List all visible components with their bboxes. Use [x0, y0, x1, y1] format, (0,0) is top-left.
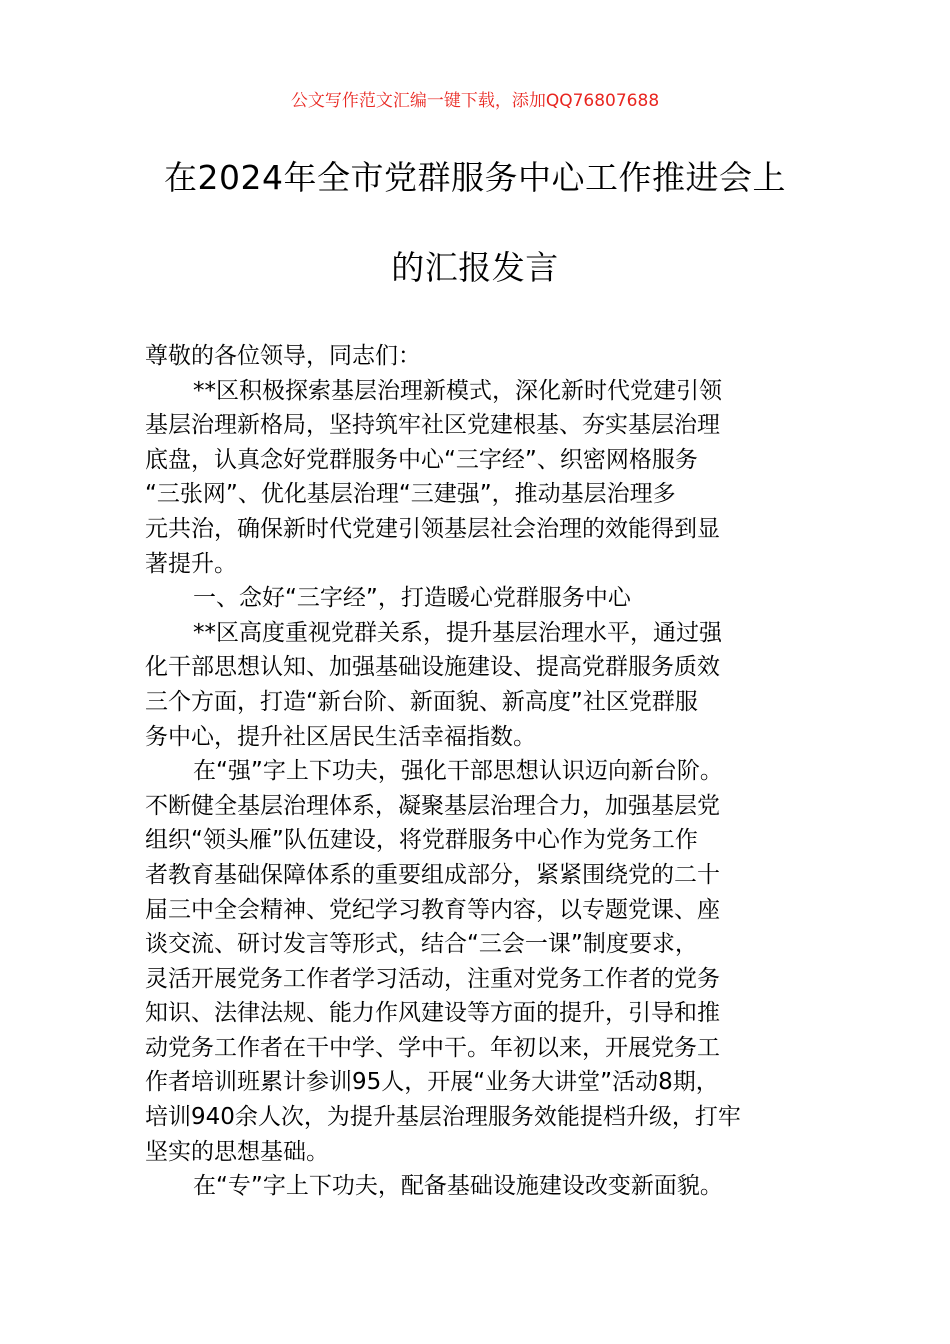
body-line: 谈交流、研讨发言等形式，结合“三会一课”制度要求，: [145, 931, 698, 958]
body-line: 知识、法律法规、能力作风建设等方面的提升，引导和推: [145, 1000, 720, 1027]
body-line: 动党务工作者在干中学、学中干。年初以来，开展党务工: [145, 1034, 720, 1061]
body-line: 在“强”字上下功夫，强化干部思想认识迈向新台阶。: [193, 758, 723, 785]
body-line: 灵活开展党务工作者学习活动，注重对党务工作者的党务: [145, 965, 720, 992]
body-line: 元共治，确保新时代党建引领基层社会治理的效能得到显: [145, 515, 720, 542]
body-line: 一、念好“三字经”，打造暖心党群服务中心: [193, 585, 631, 612]
body-line: 务中心，提升社区居民生活幸福指数。: [145, 723, 536, 750]
document-title-line-2: 的汇报发言: [391, 248, 559, 287]
body-line: 三个方面，打造“新台阶、新面貌、新高度”社区党群服: [145, 688, 698, 715]
body-line: 培训940余人次，为提升基层治理服务效能提档升级，打牢: [145, 1104, 741, 1131]
document-body: [145, 339, 815, 1204]
body-line: 坚实的思想基础。: [145, 1138, 329, 1165]
body-line: 者教育基础保障体系的重要组成部分，紧紧围绕党的二十: [145, 861, 720, 888]
body-line: 在“专”字上下功夫，配备基础设施建设改变新面貌。: [193, 1173, 723, 1200]
watermark-header: 公文写作范文汇编一键下载，添加QQ76807688: [290, 91, 660, 111]
document-title-line-1: 在2024年全市党群服务中心工作推进会上: [164, 158, 786, 197]
body-line: 尊敬的各位领导，同志们：: [145, 343, 421, 369]
body-line: 底盘，认真念好党群服务中心“三字经”、织密网格服务: [145, 446, 698, 473]
body-line: **区积极探索基层治理新模式，深化新时代党建引领: [193, 377, 722, 404]
body-line: “三张网”、优化基层治理“三建强”，推动基层治理多: [145, 481, 676, 508]
body-line: 著提升。: [145, 550, 237, 577]
body-line: 不断健全基层治理体系，凝聚基层治理合力，加强基层党: [145, 792, 720, 819]
body-line: 届三中全会精神、党纪学习教育等内容，以专题党课、座: [145, 896, 720, 923]
body-line: 组织“领头雁”队伍建设，将党群服务中心作为党务工作: [145, 827, 698, 854]
body-line: 基层治理新格局，坚持筑牢社区党建根基、夯实基层治理: [145, 412, 720, 439]
body-line: 作者培训班累计参训95人，开展“业务大讲堂”活动8期，: [145, 1069, 719, 1096]
body-line: 化干部思想认知、加强基础设施建设、提高党群服务质效: [145, 654, 720, 681]
body-line: **区高度重视党群关系，提升基层治理水平，通过强: [193, 619, 722, 646]
